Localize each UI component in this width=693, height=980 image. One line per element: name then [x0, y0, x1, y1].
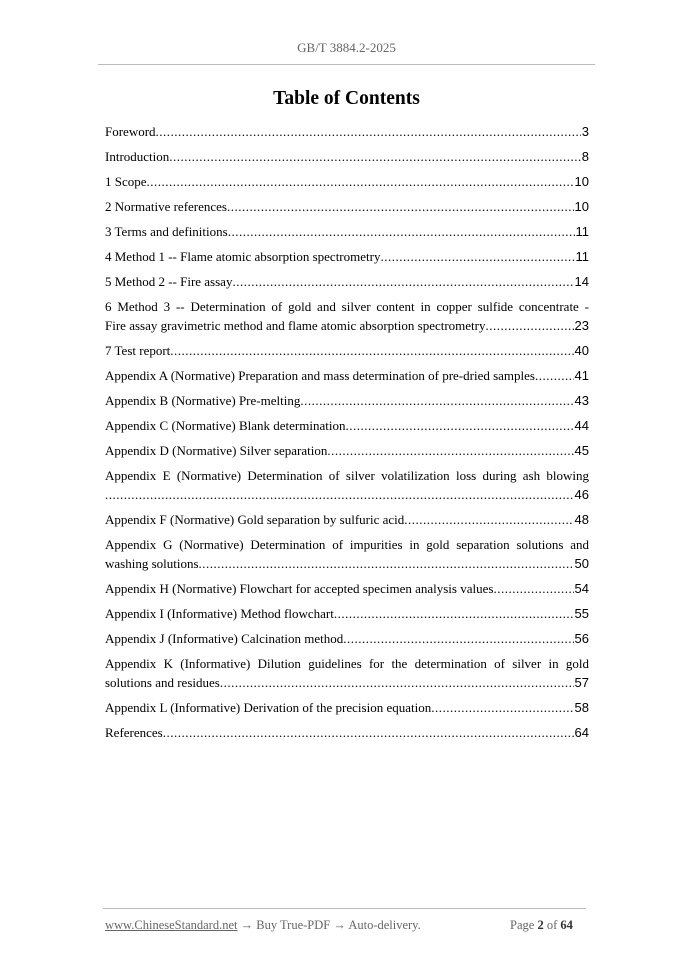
- dot-leader: [170, 341, 573, 360]
- toc-entry-page-number: 11: [575, 249, 589, 264]
- page-label: Page: [510, 918, 535, 932]
- toc-entry-title: References: [105, 725, 163, 740]
- toc-entry-page-number: 58: [574, 700, 589, 715]
- toc-entry-page-number: 43: [574, 393, 589, 408]
- toc-entry[interactable]: [105, 197, 589, 216]
- toc-entry-title: 3 Terms and definitions: [105, 224, 228, 239]
- toc-entry-page-number: 10: [574, 199, 589, 214]
- toc-entry-page-number: 10: [574, 174, 589, 189]
- toc-entry-row: [105, 629, 589, 648]
- toc-entry-row: [105, 222, 589, 241]
- toc-entry-row: [105, 147, 589, 166]
- toc-entry-title: washing solutions: [105, 556, 199, 571]
- site-link[interactable]: www.ChineseStandard.net: [105, 918, 238, 932]
- toc-entry-title: Fire assay gravimetric method and flame atomic absorption spectrometry: [105, 318, 486, 333]
- buy-pdf-text: Buy True-PDF: [256, 918, 331, 932]
- dot-leader: [327, 441, 573, 460]
- page-title: Table of Contents: [273, 88, 420, 109]
- toc-entry[interactable]: [105, 723, 589, 742]
- dot-leader: [343, 629, 573, 648]
- toc-entry[interactable]: [105, 147, 589, 166]
- toc-entry-title: Appendix C (Normative) Blank determination: [105, 418, 346, 433]
- toc-entry-title: Appendix B (Normative) Pre-melting: [105, 393, 301, 408]
- toc-entry-row: [105, 441, 589, 460]
- toc-entry-row: [105, 341, 589, 360]
- toc-entry-row: [105, 673, 589, 692]
- toc-entry[interactable]: [105, 366, 589, 385]
- toc-entry-title-line1: Appendix G (Normative) Determination of impurities in gold separation solutions and: [105, 537, 589, 552]
- toc-entry-title: 4 Method 1 -- Flame atomic absorption spectrometry: [105, 249, 381, 264]
- toc-entry-row: [105, 316, 589, 335]
- dot-leader: [431, 698, 573, 717]
- toc-entry[interactable]: [105, 510, 589, 529]
- toc-entry-row: [105, 122, 589, 141]
- toc-entry-title-line1: Appendix E (Normative) Determination of silver volatilization loss during ash blowing: [105, 468, 589, 483]
- toc-entry[interactable]: [105, 172, 589, 191]
- toc-entry-title-line1: 6 Method 3 -- Determination of gold and silver content in copper sulfide concentrate -: [105, 299, 589, 314]
- toc-entry-page-number: 3: [581, 124, 589, 139]
- toc-entry-page-number: 45: [574, 443, 589, 458]
- toc-entry-title: Appendix I (Informative) Method flowchart: [105, 606, 334, 621]
- toc-entry-title: Appendix J (Informative) Calcination method: [105, 631, 344, 646]
- footer-promo: [105, 918, 421, 933]
- toc-entry-page-number: 40: [574, 343, 589, 358]
- toc-entry-page-number: 8: [581, 149, 589, 164]
- toc-entry-page-number: 11: [575, 224, 589, 239]
- dot-leader: [147, 172, 574, 191]
- toc-entry[interactable]: [105, 341, 589, 360]
- toc-entry-title: Appendix H (Normative) Flowchart for accepted specimen analysis values: [105, 581, 494, 596]
- toc-entry-page-number: 56: [574, 631, 589, 646]
- dot-leader: [227, 197, 574, 216]
- toc-entry-title: solutions and residues: [105, 675, 220, 690]
- toc-entry-page-number: 54: [574, 581, 589, 596]
- toc-entry-page-number: 14: [574, 274, 589, 289]
- toc-entry-page-number: 50: [574, 556, 589, 571]
- header-divider: [98, 64, 595, 65]
- dot-leader: [105, 485, 574, 504]
- toc-entry-title: Foreword: [105, 124, 156, 139]
- toc-entry[interactable]: [105, 272, 589, 291]
- dot-leader: [199, 554, 574, 573]
- toc-entry-row: [105, 366, 589, 385]
- toc-entry-page-number: 46: [574, 487, 589, 502]
- toc-entry[interactable]: [105, 222, 589, 241]
- toc-entry-title-line1: Appendix K (Informative) Dilution guidelines for the determination of silver in gold: [105, 656, 589, 671]
- toc-entry[interactable]: [105, 654, 589, 692]
- toc-entry-page-number: 64: [574, 725, 589, 740]
- toc-entry-row: [105, 247, 589, 266]
- dot-leader: [300, 391, 573, 410]
- dot-leader: [334, 604, 574, 623]
- toc-entry[interactable]: [105, 247, 589, 266]
- toc-entry-row: [105, 485, 589, 504]
- toc-entry[interactable]: [105, 391, 589, 410]
- toc-entry-row: [105, 723, 589, 742]
- toc-entry[interactable]: [105, 698, 589, 717]
- toc-entry-title: Appendix L (Informative) Derivation of the precision equation: [105, 700, 432, 715]
- toc-entry[interactable]: [105, 604, 589, 623]
- dot-leader: [169, 147, 581, 166]
- toc-entry-page-number: 57: [574, 675, 589, 690]
- dot-leader: [228, 222, 575, 241]
- toc-entry[interactable]: [105, 122, 589, 141]
- toc-entry[interactable]: [105, 629, 589, 648]
- dot-leader: [232, 272, 573, 291]
- toc-entry-row: [105, 579, 589, 598]
- total-pages: 64: [560, 918, 573, 932]
- toc-entry-row: [105, 172, 589, 191]
- dot-leader: [535, 366, 574, 385]
- dot-leader: [404, 510, 573, 529]
- toc-entry-page-number: 48: [574, 512, 589, 527]
- toc-entry-row: [105, 272, 589, 291]
- toc-entry-page-number: 55: [574, 606, 589, 621]
- dot-leader: [493, 579, 573, 598]
- toc-entry-row: [105, 510, 589, 529]
- footer-divider: [103, 908, 586, 909]
- table-of-contents: [105, 122, 589, 748]
- toc-entry-title: Appendix F (Normative) Gold separation by sulfuric acid: [105, 512, 405, 527]
- toc-entry-title: Introduction: [105, 149, 170, 164]
- toc-entry-row: [105, 698, 589, 717]
- toc-entry-row: [105, 391, 589, 410]
- toc-entry-title: 2 Normative references: [105, 199, 227, 214]
- toc-entry-row: [105, 416, 589, 435]
- toc-entry[interactable]: [105, 441, 589, 460]
- toc-entry-row: [105, 197, 589, 216]
- toc-entry-title: 5 Method 2 -- Fire assay: [105, 274, 233, 289]
- dot-leader: [163, 723, 574, 742]
- toc-entry[interactable]: [105, 579, 589, 598]
- toc-entry[interactable]: [105, 466, 589, 504]
- dot-leader: [156, 122, 581, 141]
- toc-entry-title: 7 Test report: [105, 343, 171, 358]
- toc-entry[interactable]: [105, 535, 589, 573]
- toc-entry-title: Appendix A (Normative) Preparation and mass determination of pre-dried samples: [105, 368, 535, 383]
- toc-entry-title: 1 Scope: [105, 174, 147, 189]
- toc-entry-page-number: 44: [574, 418, 589, 433]
- dot-leader: [345, 416, 573, 435]
- document-id-header: GB/T 3884.2-2025: [297, 40, 396, 55]
- arrow-right-icon: →: [333, 918, 346, 932]
- toc-entry[interactable]: [105, 416, 589, 435]
- toc-entry-row: [105, 554, 589, 573]
- toc-entry[interactable]: [105, 297, 589, 335]
- toc-entry-page-number: 23: [574, 318, 589, 333]
- toc-entry-row: [105, 604, 589, 623]
- dot-leader: [486, 316, 574, 335]
- current-page-number: 2: [537, 918, 544, 932]
- dot-leader: [380, 247, 574, 266]
- arrow-right-icon: →: [240, 918, 254, 932]
- toc-entry-page-number: 41: [574, 368, 589, 383]
- of-label: of: [546, 918, 558, 932]
- dot-leader: [220, 673, 574, 692]
- page-indicator: [510, 918, 573, 933]
- toc-entry-title: Appendix D (Normative) Silver separation: [105, 443, 328, 458]
- delivery-text: Auto-delivery.: [348, 918, 421, 932]
